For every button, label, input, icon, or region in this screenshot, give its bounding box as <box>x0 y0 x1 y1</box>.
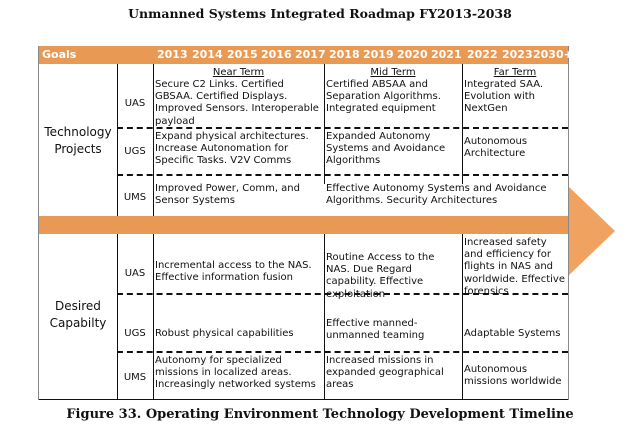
cell-tech-ums-near: Improved Power, Comm, and Sensor Systems <box>155 183 300 207</box>
header-band <box>39 46 573 64</box>
roadmap-table <box>38 46 573 400</box>
row-label-ums: UMS <box>123 372 147 383</box>
grid-line <box>462 234 463 400</box>
year-label: 2023 <box>502 48 533 61</box>
year-label: 2022 <box>467 48 498 61</box>
row-label-ugs: UGS <box>124 328 146 339</box>
year-label: 2014 <box>192 48 223 61</box>
goals-label: Goals <box>42 48 77 61</box>
cell-tech-ugs-far: Autonomous Architecture <box>464 136 528 160</box>
row-label-uas: UAS <box>124 98 146 109</box>
cell-tech-uas-mid: Certified ABSAA and Separation Algorithms. Integrated equipment <box>326 79 441 115</box>
grid-line <box>153 234 154 400</box>
cell-desired-ums-near: Autonomy for specialized missions in localized areas. Increasingly networked systems <box>155 355 316 391</box>
grid-line <box>153 64 154 216</box>
term-near: Near Term <box>212 67 265 78</box>
year-label: 2021 <box>431 48 462 61</box>
group-desired-capability: Desired Capabilty <box>49 299 107 330</box>
grid-line <box>324 64 325 184</box>
row-label-ums: UMS <box>123 192 147 203</box>
year-label: 2018 <box>329 48 360 61</box>
cell-desired-uas-mid: Routine Access to the NAS. Due Regard capability. Effective exploitation <box>326 252 435 300</box>
term-far: Far Term <box>493 67 537 78</box>
timeline-arrow-icon <box>567 185 615 277</box>
row-divider <box>117 351 568 353</box>
cell-desired-ugs-far: Adaptable Systems <box>464 328 561 339</box>
row-divider <box>117 174 568 176</box>
year-label: 2017 <box>295 48 326 61</box>
cell-tech-ugs-mid: Expanded Autonomy Systems and Avoidance Algorithms <box>326 131 446 167</box>
year-label: 2030+ <box>533 48 573 61</box>
cell-tech-ugs-near: Expand physical architectures. Increase Autonomation for Specific Tasks. V2V Comms <box>155 131 309 167</box>
group-technology-projects: Technology Projects <box>44 125 112 156</box>
cell-tech-ums-midfar: Effective Autonomy Systems and Avoidance Algorithms. Security Architectures <box>326 183 547 207</box>
grid-line <box>462 64 463 184</box>
grid-line <box>324 234 325 400</box>
figure-caption: Figure 33. Operating Environment Technology Development Timeline <box>66 407 574 422</box>
term-mid: Mid Term <box>370 67 416 78</box>
year-label: 2015 <box>227 48 258 61</box>
cell-desired-ugs-near: Robust physical capabilities <box>155 328 294 339</box>
row-label-uas: UAS <box>124 268 146 279</box>
cell-desired-ums-mid: Increased missions in expanded geographical areas <box>326 355 444 391</box>
table-bottom <box>39 399 568 400</box>
cell-desired-ums-far: Autonomous missions worldwide <box>464 364 562 388</box>
year-label: 2013 <box>157 48 188 61</box>
figure-title: Unmanned Systems Integrated Roadmap FY2013-2038 <box>128 6 512 21</box>
year-label: 2016 <box>261 48 292 61</box>
year-label: 2019 <box>363 48 394 61</box>
cell-desired-uas-far: Increased safety and efficiency for flights in NAS and worldwide. Effective forensics <box>464 237 565 297</box>
divider-band <box>39 216 568 234</box>
cell-tech-uas-near: Secure C2 Links. Certified GBSAA. Certified Displays. Improved Sensors. Interoperable payload <box>155 79 319 127</box>
year-label: 2020 <box>397 48 428 61</box>
cell-desired-uas-near: Incremental access to the NAS. Effective information fusion <box>155 260 312 284</box>
row-label-ugs: UGS <box>124 146 146 157</box>
cell-desired-ugs-mid: Effective manned-unmanned teaming <box>326 318 425 342</box>
cell-tech-uas-far: Integrated SAA. Evolution with NextGen <box>464 79 544 115</box>
